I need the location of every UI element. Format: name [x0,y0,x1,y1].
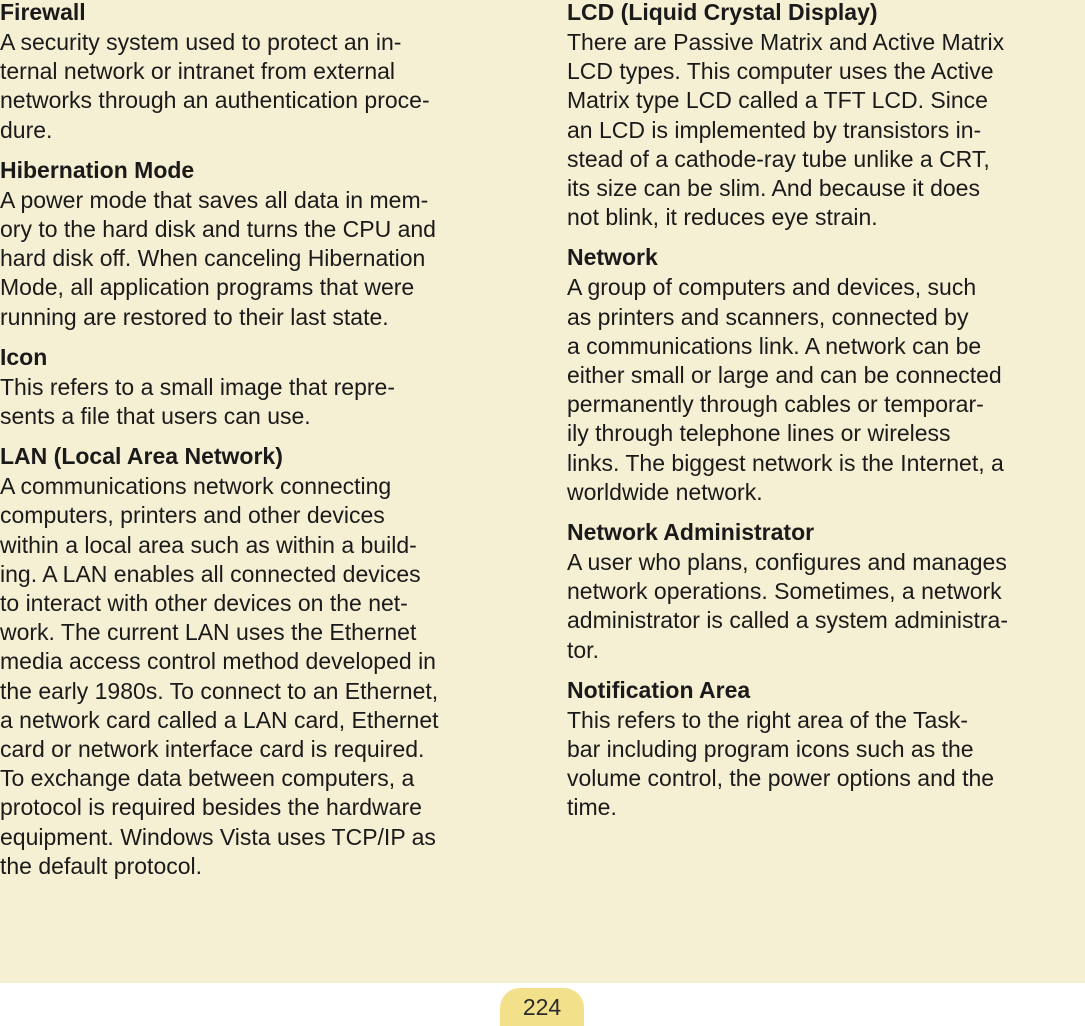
glossary-term: Network Administrator [567,519,815,546]
glossary-entry-firewall [0,0,522,145]
glossary-definition: There are Passive Matrix and Active Matrix LCD types. This computer uses the Active Matrix type LCD called a TFT LCD. Since an LCD is implemented by transistors in- stead of a cathode-ray tube unlike a CRT, its size can be slim. And because it does not blink, it reduces eye strain. [567,29,1005,231]
glossary-definition: A group of computers and devices, such as printers and scanners, connected by a communications link. A network can be either small or large and can be connected permanently through cables or temporar- ily through telephone lines or wireless links. The biggest network is the Internet, a worldwide network. [567,274,1004,505]
glossary-definition: A security system used to protect an in- ternal network or intranet from external networks through an authentication proce- dure. [0,29,430,143]
glossary-entry-network-administrator [567,520,1085,665]
glossary-term: Notification Area [567,676,751,703]
glossary-definition: A power mode that saves all data in mem- ory to the hard disk and turns the CPU and hard disk off. When canceling Hibernation Mode, all application programs that were running are restored to their last state. [0,186,436,330]
glossary-term: LCD (Liquid Crystal Display) [567,0,878,25]
glossary-term: Hibernation Mode [0,156,195,183]
glossary-term: LAN (Local Area Network) [0,443,283,470]
glossary-entry-icon [0,345,522,431]
glossary-entry-hibernation-mode [0,158,522,332]
glossary-entry-lan [0,444,522,881]
glossary-entry-lcd [567,0,1085,232]
glossary-entry-network [567,245,1085,507]
glossary-definition: This refers to a small image that repre- sents a file that users can use. [0,373,395,430]
page-number-tab: 224 [500,988,584,1026]
glossary-right-column [567,0,1085,836]
glossary-term: Icon [0,343,48,370]
glossary-definition: A user who plans, configures and manages network operations. Sometimes, a network administrator is called a system administra- tor. [567,549,1008,663]
glossary-term: Network [567,244,658,271]
glossary-term: Firewall [0,0,86,25]
glossary-left-column [0,0,522,894]
glossary-entry-notification-area [567,678,1085,823]
glossary-definition: A communications network connecting computers, printers and other devices within a local area such as within a build- ing. A LAN enables all connected devices to interact with other devices on the net- work. The current LAN uses the Ethernet media access control method developed in the early 1980s. To connect to an Ethernet, a network card called a LAN card, Ethernet card or network interface card is required. To exchange data between computers, a protocol is required besides the hardware equipment. Windows Vista uses TCP/IP as the default protocol. [0,473,439,879]
glossary-definition: This refers to the right area of the Task- bar including program icons such as the volume control, the power options and the time. [567,706,995,821]
